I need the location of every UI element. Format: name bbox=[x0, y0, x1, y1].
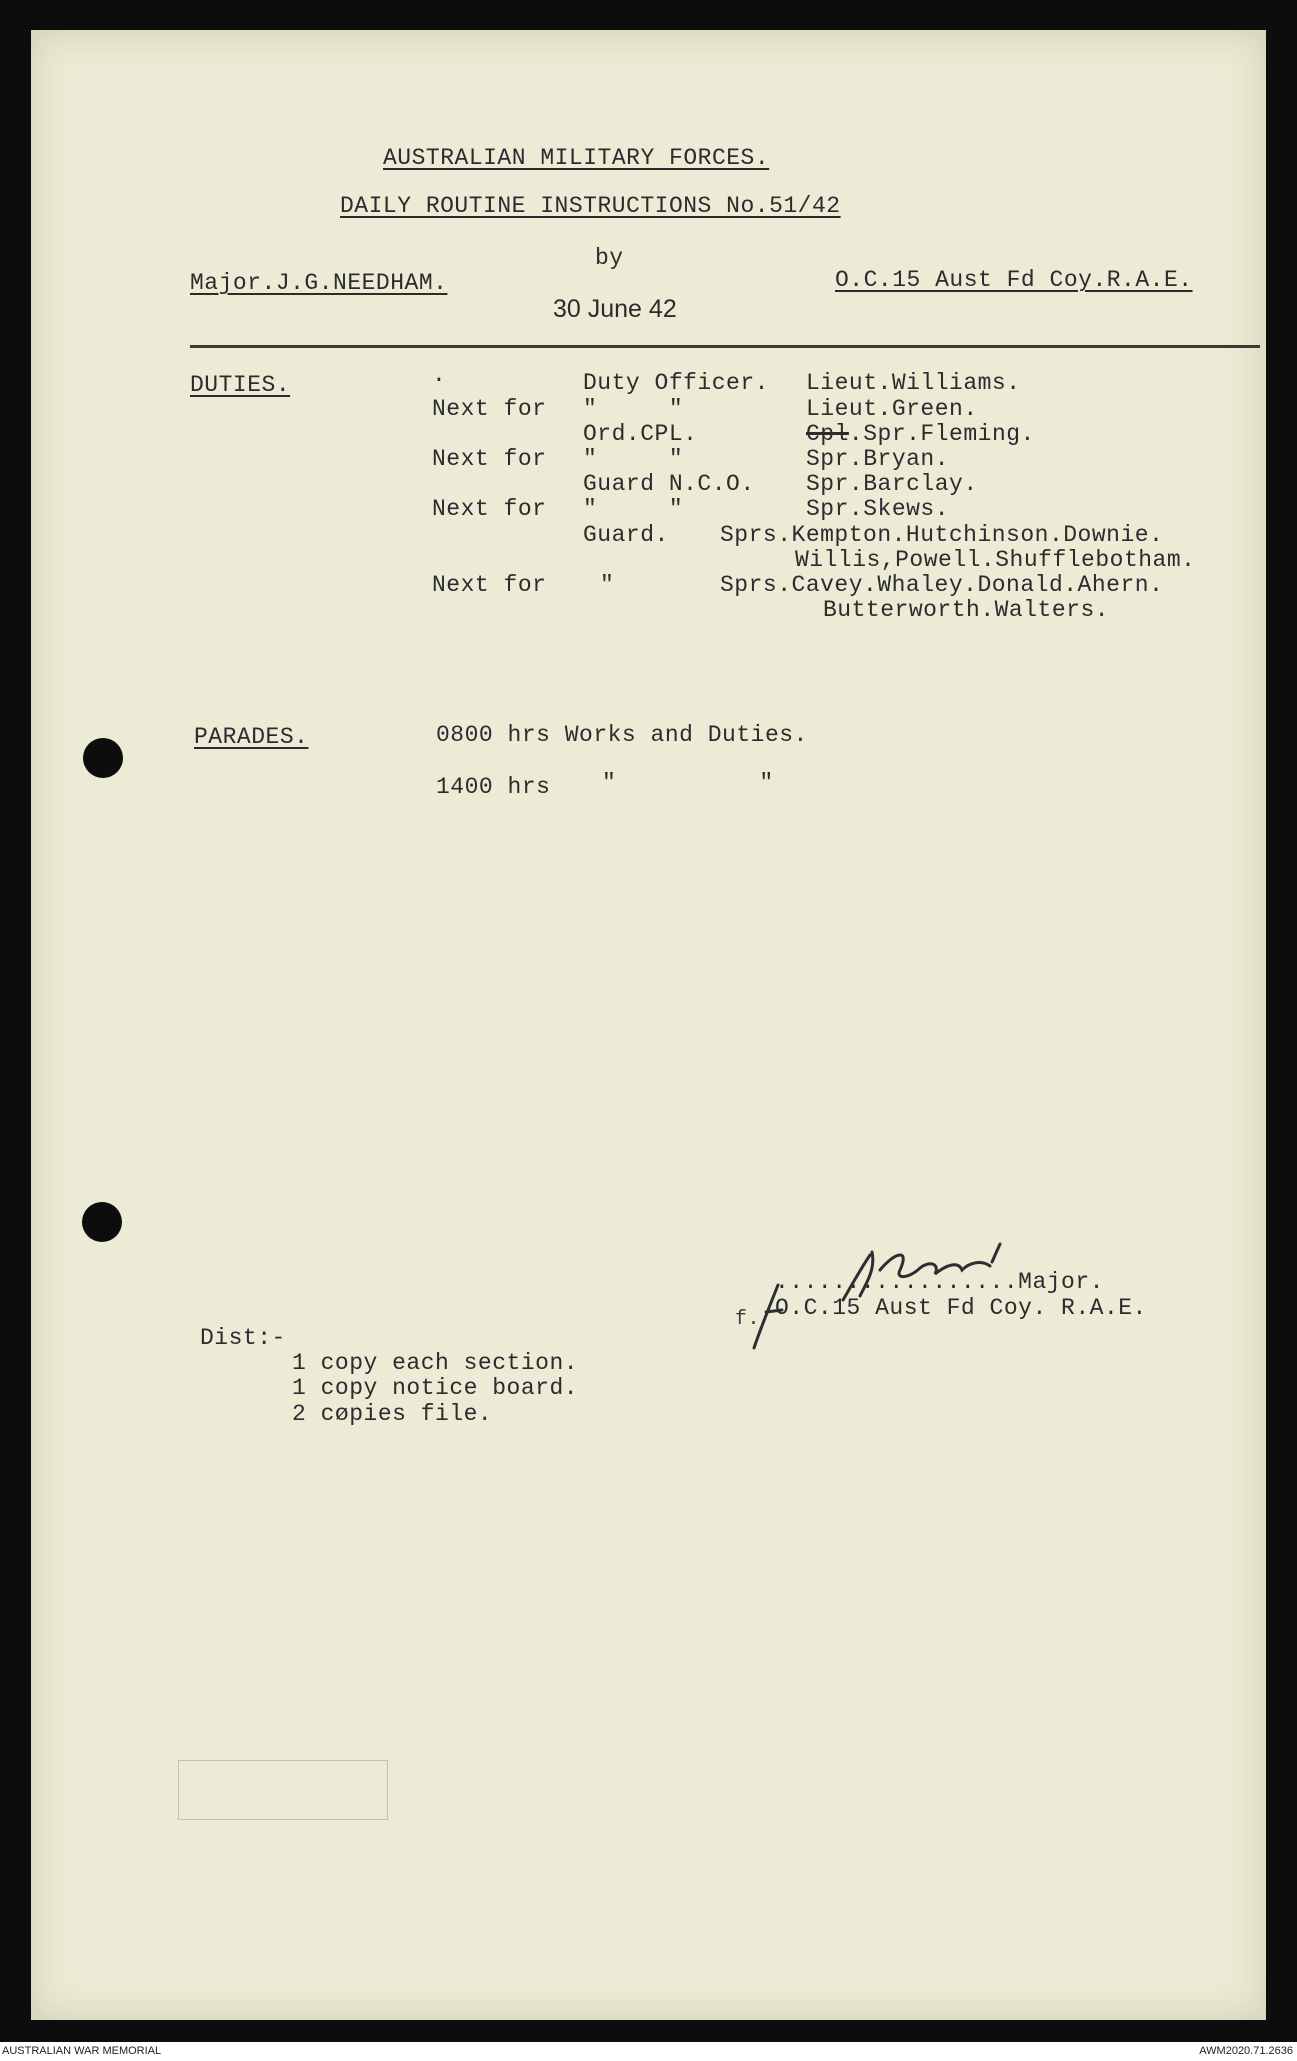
parades-heading: PARADES. bbox=[194, 724, 309, 750]
duty-person: Spr.Skews. bbox=[806, 496, 950, 522]
duty-role: " " bbox=[583, 496, 684, 522]
duty-person: Lieut.Williams. bbox=[806, 370, 1021, 396]
parade-time: 1400 hrs bbox=[436, 774, 551, 800]
duty-person: Lieut.Green. bbox=[806, 396, 978, 422]
duties-heading: DUTIES. bbox=[190, 372, 291, 398]
issuer-name: Major.J.G.NEEDHAM. bbox=[190, 270, 448, 296]
distribution-heading: Dist:- bbox=[200, 1325, 286, 1351]
header-rule bbox=[190, 345, 1260, 348]
document-subtitle: DAILY ROUTINE INSTRUCTIONS No.51/42 bbox=[340, 193, 841, 219]
signature-unit: O.C.15 Aust Fd Coy. R.A.E. bbox=[775, 1295, 1147, 1321]
signature-initial: f. bbox=[735, 1308, 761, 1331]
faint-stamp-outline bbox=[178, 1760, 388, 1820]
duty-prefix: Next for bbox=[432, 396, 547, 422]
duty-person: Butterworth.Walters. bbox=[823, 597, 1110, 623]
distribution-item: 1 copy notice board. bbox=[292, 1375, 579, 1401]
duty-person: Spr.Bryan. bbox=[806, 446, 950, 472]
document-title: AUSTRALIAN MILITARY FORCES. bbox=[383, 145, 770, 171]
duty-role: Duty Officer. bbox=[583, 370, 769, 396]
footer-source: AUSTRALIAN WAR MEMORIAL bbox=[2, 2045, 162, 2057]
document-date: 30 June 42 bbox=[553, 295, 677, 323]
duty-role: " " bbox=[583, 396, 684, 422]
distribution-item: 1 copy each section. bbox=[292, 1350, 579, 1376]
duties-dot: . bbox=[432, 362, 447, 388]
duty-role: " " bbox=[583, 446, 684, 472]
document-page bbox=[31, 30, 1266, 2020]
struck-text: Cpl bbox=[806, 421, 849, 447]
duty-person: Sprs.Cavey.Whaley.Donald.Ahern. bbox=[720, 572, 1164, 598]
punch-hole-top bbox=[83, 738, 123, 778]
duty-prefix: Next for bbox=[432, 572, 547, 598]
duty-person: Spr.Barclay. bbox=[806, 471, 978, 497]
duty-role: Guard N.C.O. bbox=[583, 471, 755, 497]
duty-role: Guard. bbox=[583, 522, 669, 548]
duty-person-name: .Spr.Fleming. bbox=[848, 421, 1035, 447]
duty-role: Ord.CPL. bbox=[583, 421, 698, 447]
signature-dots: .................Major. bbox=[775, 1269, 1104, 1295]
issuing-unit: O.C.15 Aust Fd Coy.R.A.E. bbox=[835, 267, 1193, 293]
duty-person bbox=[806, 421, 1035, 447]
by-label: by bbox=[595, 245, 624, 271]
duty-person: Sprs.Kempton.Hutchinson.Downie. bbox=[720, 522, 1164, 548]
duty-role: " bbox=[600, 572, 615, 598]
parade-line: 0800 hrs Works and Duties. bbox=[436, 722, 808, 748]
parade-ditto: " " bbox=[602, 770, 774, 796]
punch-hole-bottom bbox=[82, 1202, 122, 1242]
distribution-item: 2 cøpies file. bbox=[292, 1401, 493, 1427]
duty-prefix: Next for bbox=[432, 496, 547, 522]
duty-person: Willis,Powell.Shufflebotham. bbox=[795, 547, 1196, 573]
footer-accession: AWM2020.71.2636 bbox=[1199, 2045, 1293, 2057]
duty-prefix: Next for bbox=[432, 446, 547, 472]
